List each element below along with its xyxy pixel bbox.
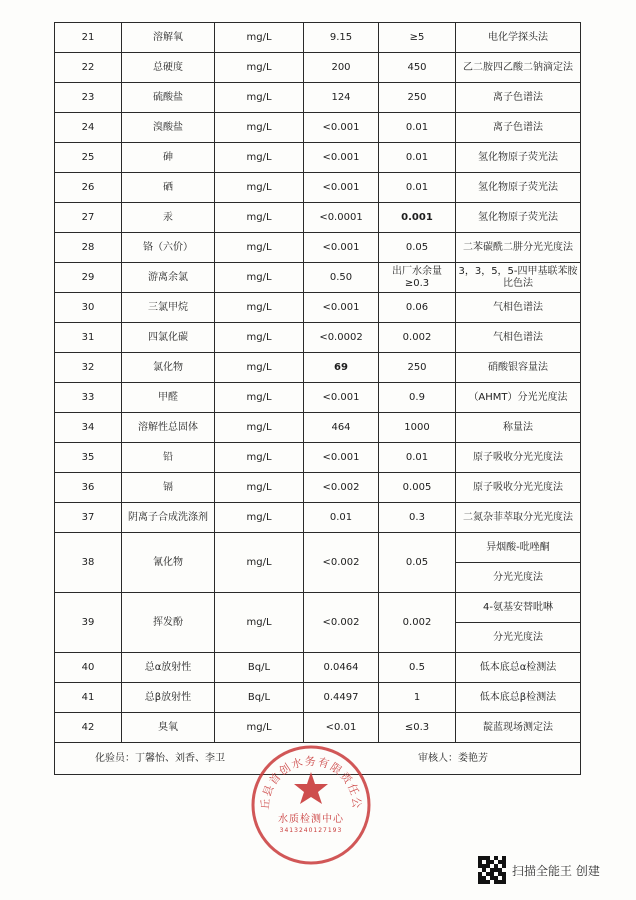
limit-cell: 0.01	[379, 113, 456, 143]
table-row	[55, 53, 581, 83]
table-row	[55, 263, 581, 293]
limit-cell: 0.01	[379, 173, 456, 203]
unit-cell: mg/L	[215, 323, 304, 353]
row-number: 40	[55, 653, 122, 683]
method-cell: 气相色谱法	[456, 293, 581, 323]
table-row	[55, 203, 581, 233]
unit-cell: mg/L	[215, 203, 304, 233]
qr-code-icon	[478, 856, 506, 884]
limit-cell: ≤0.3	[379, 713, 456, 743]
result-cell: <0.001	[304, 293, 379, 323]
item-name: 汞	[122, 203, 215, 233]
item-name: 砷	[122, 143, 215, 173]
item-name: 阴离子合成洗涤剂	[122, 503, 215, 533]
row-number: 37	[55, 503, 122, 533]
row-number: 35	[55, 443, 122, 473]
seal-graphic	[248, 742, 374, 868]
method-cell-top: 异烟酸-吡唑酮	[456, 533, 581, 563]
unit-cell: Bq/L	[215, 653, 304, 683]
limit-cell: 0.001	[379, 203, 456, 233]
limit-cell: 0.002	[379, 323, 456, 353]
item-name: 镉	[122, 473, 215, 503]
testers-label: 化验员：丁馨怡、刘香、李卫	[95, 752, 225, 764]
table-row	[55, 593, 581, 623]
table-row	[55, 23, 581, 53]
row-number: 38	[55, 533, 122, 593]
limit-cell: 0.01	[379, 443, 456, 473]
unit-cell: mg/L	[215, 143, 304, 173]
item-name: 四氯化碳	[122, 323, 215, 353]
item-name: 氰化物	[122, 533, 215, 593]
result-cell: 0.50	[304, 263, 379, 293]
row-number: 25	[55, 143, 122, 173]
result-cell: <0.001	[304, 233, 379, 263]
limit-cell: 出厂水余量≥0.3	[379, 263, 456, 293]
unit-cell: mg/L	[215, 263, 304, 293]
item-name: 总α放射性	[122, 653, 215, 683]
unit-cell: mg/L	[215, 83, 304, 113]
limit-cell: 1000	[379, 413, 456, 443]
table-row	[55, 653, 581, 683]
method-cell: 氢化物原子荧光法	[456, 173, 581, 203]
result-cell: 9.15	[304, 23, 379, 53]
table-row	[55, 413, 581, 443]
method-cell: 离子色谱法	[456, 83, 581, 113]
method-cell: 低本底总β检测法	[456, 683, 581, 713]
method-cell: 低本底总α检测法	[456, 653, 581, 683]
result-cell: 464	[304, 413, 379, 443]
result-cell: <0.001	[304, 173, 379, 203]
table-row	[55, 353, 581, 383]
item-name: 溶解氧	[122, 23, 215, 53]
result-cell: <0.01	[304, 713, 379, 743]
row-number: 42	[55, 713, 122, 743]
reviewer-label: 审核人：娄艳芳	[418, 752, 488, 764]
method-cell: 电化学探头法	[456, 23, 581, 53]
scanner-watermark	[478, 856, 600, 884]
seal-ring-text: 丘县首创水务有限责任公	[258, 754, 364, 811]
result-cell: <0.0001	[304, 203, 379, 233]
result-cell: <0.001	[304, 443, 379, 473]
result-cell: <0.001	[304, 113, 379, 143]
limit-cell: 0.9	[379, 383, 456, 413]
unit-cell: mg/L	[215, 233, 304, 263]
method-cell-bottom: 分光光度法	[456, 623, 581, 653]
row-number: 29	[55, 263, 122, 293]
table-row	[55, 293, 581, 323]
limit-cell: 0.01	[379, 143, 456, 173]
row-number: 33	[55, 383, 122, 413]
unit-cell: mg/L	[215, 293, 304, 323]
table-row	[55, 473, 581, 503]
method-cell: 二苯碳酰二肼分光光度法	[456, 233, 581, 263]
result-cell: 0.01	[304, 503, 379, 533]
row-number: 30	[55, 293, 122, 323]
method-cell: 二氮杂菲萃取分光光度法	[456, 503, 581, 533]
table-row	[55, 83, 581, 113]
result-cell: 69	[304, 353, 379, 383]
unit-cell: mg/L	[215, 53, 304, 83]
unit-cell: mg/L	[215, 503, 304, 533]
unit-cell: mg/L	[215, 593, 304, 653]
result-cell: 200	[304, 53, 379, 83]
item-name: 三氯甲烷	[122, 293, 215, 323]
seal-code: 3413240127193	[279, 827, 343, 834]
item-name: 甲醛	[122, 383, 215, 413]
row-number: 22	[55, 53, 122, 83]
method-cell: 乙二胺四乙酸二钠滴定法	[456, 53, 581, 83]
method-cell: 硝酸银容量法	[456, 353, 581, 383]
table-row	[55, 713, 581, 743]
item-name: 铅	[122, 443, 215, 473]
item-name: 总β放射性	[122, 683, 215, 713]
table-row	[55, 113, 581, 143]
method-cell: 原子吸收分光光度法	[456, 443, 581, 473]
row-number: 23	[55, 83, 122, 113]
limit-cell: 450	[379, 53, 456, 83]
row-number: 28	[55, 233, 122, 263]
method-cell: 离子色谱法	[456, 113, 581, 143]
result-cell: <0.002	[304, 533, 379, 593]
table-row	[55, 503, 581, 533]
result-cell: 0.4497	[304, 683, 379, 713]
row-number: 41	[55, 683, 122, 713]
limit-cell: 0.005	[379, 473, 456, 503]
row-number: 39	[55, 593, 122, 653]
row-number: 36	[55, 473, 122, 503]
unit-cell: mg/L	[215, 413, 304, 443]
unit-cell: mg/L	[215, 443, 304, 473]
table-row	[55, 143, 581, 173]
item-name: 游离余氯	[122, 263, 215, 293]
item-name: 硒	[122, 173, 215, 203]
unit-cell: mg/L	[215, 533, 304, 593]
item-name: 溴酸盐	[122, 113, 215, 143]
result-cell: <0.002	[304, 593, 379, 653]
unit-cell: mg/L	[215, 173, 304, 203]
result-cell: <0.001	[304, 143, 379, 173]
limit-cell: 250	[379, 83, 456, 113]
unit-cell: mg/L	[215, 113, 304, 143]
star-icon	[294, 772, 328, 804]
water-quality-table	[54, 22, 581, 775]
method-cell: 原子吸收分光光度法	[456, 473, 581, 503]
method-cell: 3，3，5，5-四甲基联苯胺比色法	[456, 263, 581, 293]
row-number: 24	[55, 113, 122, 143]
table-row	[55, 443, 581, 473]
method-cell-bottom: 分光光度法	[456, 563, 581, 593]
limit-cell: 0.05	[379, 233, 456, 263]
limit-cell: 250	[379, 353, 456, 383]
method-cell: 靛蓝现场测定法	[456, 713, 581, 743]
result-cell: <0.002	[304, 473, 379, 503]
item-name: 氯化物	[122, 353, 215, 383]
item-name: 臭氧	[122, 713, 215, 743]
seal-unit-text: 水质检测中心	[278, 814, 344, 825]
item-name: 铬（六价）	[122, 233, 215, 263]
result-cell: <0.0002	[304, 323, 379, 353]
unit-cell: mg/L	[215, 23, 304, 53]
item-name: 挥发酚	[122, 593, 215, 653]
unit-cell: Bq/L	[215, 683, 304, 713]
result-cell: <0.001	[304, 383, 379, 413]
method-cell: （AHMT）分光光度法	[456, 383, 581, 413]
row-number: 27	[55, 203, 122, 233]
limit-cell: 1	[379, 683, 456, 713]
row-number: 32	[55, 353, 122, 383]
result-cell: 0.0464	[304, 653, 379, 683]
method-cell: 氢化物原子荧光法	[456, 203, 581, 233]
method-cell-top: 4-氨基安替吡啉	[456, 593, 581, 623]
table-row	[55, 533, 581, 563]
method-cell: 氢化物原子荧光法	[456, 143, 581, 173]
result-cell: 124	[304, 83, 379, 113]
row-number: 34	[55, 413, 122, 443]
limit-cell: 0.002	[379, 593, 456, 653]
limit-cell: ≥5	[379, 23, 456, 53]
limit-cell: 0.05	[379, 533, 456, 593]
row-number: 21	[55, 23, 122, 53]
scanner-label: 扫描全能王 创建	[512, 863, 600, 878]
row-number: 31	[55, 323, 122, 353]
table-row	[55, 233, 581, 263]
item-name: 总硬度	[122, 53, 215, 83]
table-row	[55, 383, 581, 413]
method-cell: 称量法	[456, 413, 581, 443]
row-number: 26	[55, 173, 122, 203]
unit-cell: mg/L	[215, 353, 304, 383]
table-row	[55, 683, 581, 713]
limit-cell: 0.3	[379, 503, 456, 533]
limit-cell: 0.5	[379, 653, 456, 683]
official-seal	[248, 742, 374, 868]
table-row	[55, 323, 581, 353]
table-row	[55, 173, 581, 203]
item-name: 硫酸盐	[122, 83, 215, 113]
limit-cell: 0.06	[379, 293, 456, 323]
item-name: 溶解性总固体	[122, 413, 215, 443]
unit-cell: mg/L	[215, 713, 304, 743]
method-cell: 气相色谱法	[456, 323, 581, 353]
unit-cell: mg/L	[215, 383, 304, 413]
unit-cell: mg/L	[215, 473, 304, 503]
